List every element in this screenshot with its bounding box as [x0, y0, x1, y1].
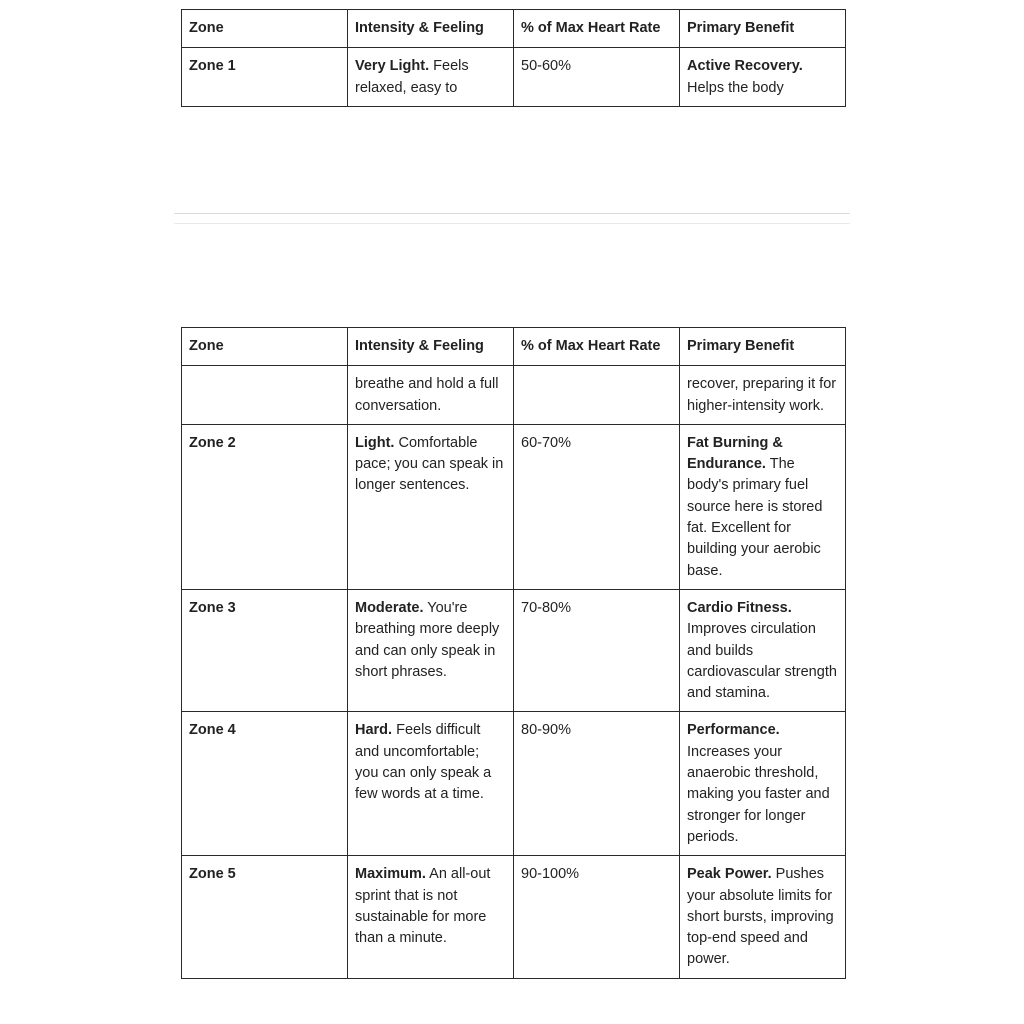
intensity-title: Moderate.: [355, 599, 424, 616]
page-break-line: [174, 223, 850, 224]
header-intensity: Intensity & Feeling: [348, 10, 514, 48]
zone-cell: [182, 424, 348, 589]
benefit-title: Active Recovery.: [687, 58, 803, 75]
benefit-text: Helps the body: [687, 79, 784, 96]
benefit-cell: [680, 712, 846, 856]
benefit-title: Performance.: [687, 722, 780, 739]
benefit-cell: [680, 589, 846, 711]
intensity-title: Very Light.: [355, 58, 430, 75]
zones-table-top: [181, 9, 846, 107]
header-intensity: Intensity & Feeling: [348, 328, 514, 366]
zone-label: Zone 2: [189, 434, 236, 451]
benefit-cell: [680, 48, 846, 107]
zone-cell: [182, 712, 348, 856]
intensity-text: Feels difficult and uncomfortable; you can only speak a few words at a time.: [355, 722, 492, 803]
zones-table-bottom: [181, 327, 846, 979]
zone-cell: [182, 48, 348, 107]
benefit-cell: recover, preparing it for higher-intensity work.: [680, 366, 846, 425]
intensity-title: Light.: [355, 434, 395, 451]
heart-rate-cell: 50-60%: [514, 48, 680, 107]
benefit-text: The body's primary fuel source here is stored fat. Excellent for building your aerobic base.: [687, 456, 823, 579]
intensity-cell: [348, 856, 514, 978]
benefit-cell: [680, 424, 846, 589]
heart-rate-cell: [514, 366, 680, 425]
header-benefit: Primary Benefit: [680, 10, 846, 48]
header-heart-rate: % of Max Heart Rate: [514, 328, 680, 366]
intensity-cell: breathe and hold a full conversation.: [348, 366, 514, 425]
table-row: [182, 712, 846, 856]
table-header-row: [182, 10, 846, 48]
header-heart-rate: % of Max Heart Rate: [514, 10, 680, 48]
header-benefit: Primary Benefit: [680, 328, 846, 366]
table-row: [182, 424, 846, 589]
benefit-text: Increases your anaerobic threshold, making you faster and stronger for longer periods.: [687, 743, 830, 845]
benefit-cell: [680, 856, 846, 978]
benefit-text: Pushes your absolute limits for short bursts, improving top-end speed and power.: [687, 866, 834, 968]
page-break-line: [174, 213, 850, 214]
heart-rate-cell: 80-90%: [514, 712, 680, 856]
zone-cell: [182, 856, 348, 978]
benefit-title: Fat Burning & Endurance.: [687, 434, 783, 473]
intensity-cell: [348, 48, 514, 107]
intensity-cell: [348, 712, 514, 856]
benefit-title: Cardio Fitness.: [687, 599, 792, 616]
intensity-title: Maximum.: [355, 866, 426, 883]
intensity-text: You're breathing more deeply and can only speak in short phrases.: [355, 599, 500, 680]
table-row-continuation: [182, 366, 846, 425]
intensity-text: Comfortable pace; you can speak in longer sentences.: [355, 434, 504, 494]
intensity-cell: [348, 424, 514, 589]
table-row: [182, 856, 846, 978]
zone-cell: [182, 589, 348, 711]
zone-label: Zone 4: [189, 722, 236, 739]
intensity-text: Feels relaxed, easy to: [355, 58, 469, 96]
benefit-text: Improves circulation and builds cardiovascular strength and stamina.: [687, 621, 837, 702]
zone-label: Zone 3: [189, 599, 236, 616]
table-row: [182, 48, 846, 107]
zone-label: Zone 5: [189, 866, 236, 883]
intensity-text: An all-out sprint that is not sustainable for more than a minute.: [355, 866, 491, 947]
zone-label: Zone 1: [189, 58, 236, 75]
intensity-title: Hard.: [355, 722, 393, 739]
intensity-cell: [348, 589, 514, 711]
table-row: [182, 589, 846, 711]
header-zone: Zone: [182, 10, 348, 48]
table-header-row: [182, 328, 846, 366]
heart-rate-cell: 70-80%: [514, 589, 680, 711]
heart-rate-cell: 90-100%: [514, 856, 680, 978]
header-zone: Zone: [182, 328, 348, 366]
heart-rate-cell: 60-70%: [514, 424, 680, 589]
benefit-title: Peak Power.: [687, 866, 772, 883]
zone-cell: [182, 366, 348, 425]
